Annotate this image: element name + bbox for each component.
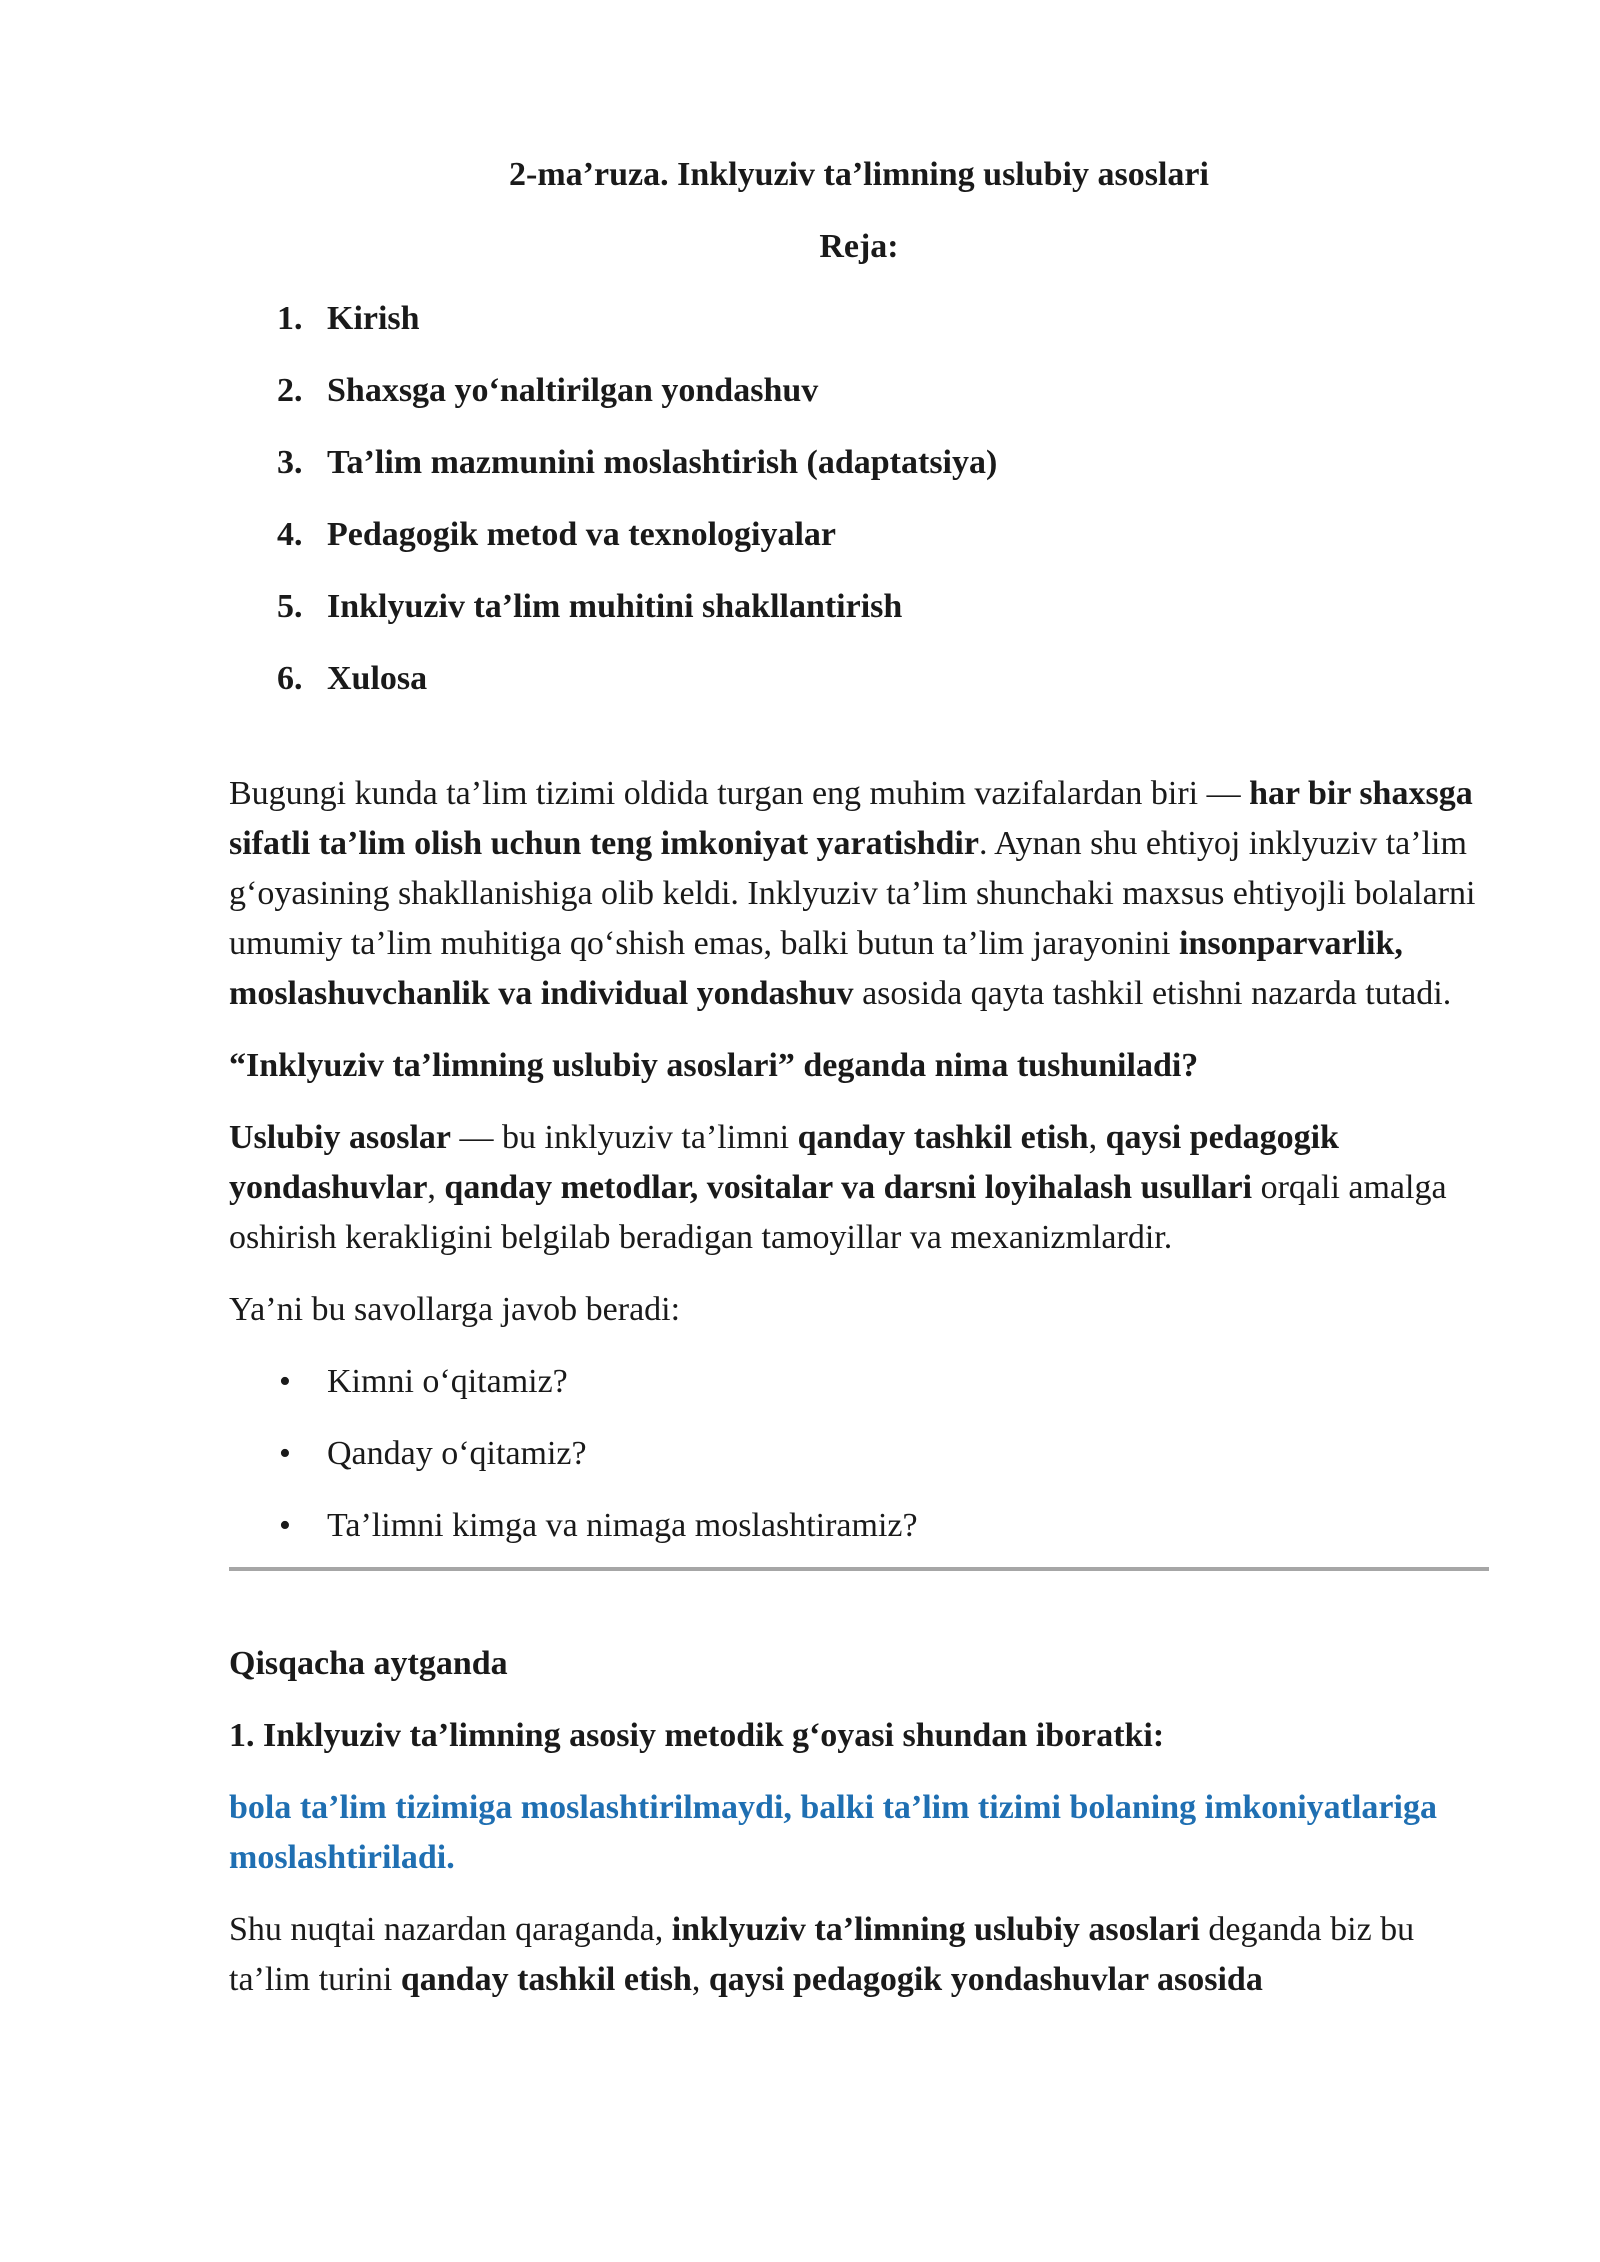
lecture-title: 2-ma’ruza. Inklyuziv ta’limning uslubiy asoslari — [509, 156, 1209, 193]
summary-heading-text: Qisqacha aytganda — [229, 1645, 508, 1682]
plan-item — [229, 294, 1489, 344]
closing-text-3: , — [691, 1961, 709, 1998]
horizontal-divider — [229, 1567, 1489, 1571]
definition-bold-1: Uslubiy asoslar — [229, 1119, 451, 1156]
plan-item — [229, 510, 1489, 560]
plan-item — [229, 582, 1489, 632]
question-heading — [229, 1041, 1489, 1091]
closing-text-1: Shu nuqtai nazardan qaraganda, — [229, 1911, 672, 1948]
definition-bold-3: qaysi pedagogik yondashuvlar — [229, 1119, 1339, 1206]
intro-text-1: Bugungi kunda ta’lim tizimi oldida turgan eng muhim vazifalardan biri — — [229, 775, 1250, 812]
answers-intro: Ya’ni bu savollarga javob beradi: — [229, 1291, 681, 1328]
question-list — [229, 1357, 1489, 1551]
definition-bold-2: qanday tashkil etish — [797, 1119, 1089, 1156]
plan-item-text: Ta’lim mazmunini moslashtirish (adaptatsiya) — [327, 444, 998, 481]
list-item-text: Kimni o‘qitamiz? — [327, 1363, 568, 1400]
definition-paragraph — [229, 1113, 1489, 1263]
plan-item-text: Inklyuziv ta’lim muhitini shakllantirish — [327, 588, 903, 625]
bullet-icon: • — [279, 1435, 291, 1472]
plan-item — [229, 366, 1489, 416]
intro-bold-1: har bir shaxsga sifatli ta’lim olish uchun teng imkoniyat yaratishdir — [229, 775, 1473, 862]
point-1-heading-text: 1. Inklyuziv ta’limning asosiy metodik g‘oyasi shundan iboratki: — [229, 1717, 1165, 1754]
closing-text-2: deganda biz bu ta’lim turini — [229, 1911, 1415, 1998]
closing-bold-2: qanday tashkil etish — [400, 1961, 692, 1998]
plan-item-text: Pedagogik metod va texnologiyalar — [327, 516, 837, 553]
plan-item-number: 6. — [277, 660, 303, 697]
bullet-icon: • — [279, 1507, 291, 1544]
list-item — [229, 1501, 1489, 1551]
intro-paragraph — [229, 769, 1489, 1019]
plan-item-text: Xulosa — [327, 660, 428, 697]
list-item-text: Qanday o‘qitamiz? — [327, 1435, 587, 1472]
definition-text-4: orqali amalga oshirish kerakligini belgilab beradigan tamoyillar va mexanizmlardir. — [229, 1169, 1447, 1256]
summary-heading — [229, 1639, 1489, 1689]
document-page — [229, 150, 1489, 2027]
intro-text-2: . Aynan shu ehtiyoj inklyuziv ta’lim g‘oyasining shakllanishiga olib keldi. Inklyuziv ta’lim shunchaki maxsus ehtiyojli bolalarni umumiy ta’lim muhitiga qo‘shish emas, balki butun ta’lim jarayonini — [229, 825, 1476, 962]
plan-list — [229, 294, 1489, 704]
closing-bold-3: qaysi pedagogik yondashuvlar asosida — [708, 1961, 1263, 1998]
highlight-statement: bola ta’lim tizimiga moslashtirilmaydi, balki ta’lim tizimi bolaning imkoniyatlariga moslashtiriladi. — [229, 1789, 1437, 1876]
intro-bold-2: insonparvarlik, moslashuvchanlik va individual yondashuv — [229, 925, 1403, 1012]
list-item — [229, 1429, 1489, 1479]
definition-text-1: — bu inklyuziv ta’limni — [451, 1119, 798, 1156]
definition-text-2: , — [1088, 1119, 1106, 1156]
definition-bold-4: qanday metodlar, vositalar va darsni loyihalash usullari — [444, 1169, 1253, 1206]
plan-item-number: 1. — [277, 300, 303, 337]
bullet-icon: • — [279, 1363, 291, 1400]
plan-heading: Reja: — [819, 228, 899, 265]
plan-item-number: 2. — [277, 372, 303, 409]
plan-item-text: Kirish — [327, 300, 420, 337]
plan-item-number: 5. — [277, 588, 303, 625]
list-item — [229, 1357, 1489, 1407]
closing-paragraph — [229, 1905, 1489, 2005]
plan-item — [229, 438, 1489, 488]
question-heading-text: “Inklyuziv ta’limning uslubiy asoslari” deganda nima tushuniladi? — [229, 1047, 1199, 1084]
closing-bold-1: inklyuziv ta’limning uslubiy asoslari — [671, 1911, 1200, 1948]
intro-text-3: asosida qayta tashkil etishni nazarda tutadi. — [853, 975, 1452, 1012]
list-item-text: Ta’limni kimga va nimaga moslashtiramiz? — [327, 1507, 918, 1544]
plan-item-number: 4. — [277, 516, 303, 553]
definition-text-3: , — [427, 1169, 445, 1206]
point-1-heading — [229, 1711, 1489, 1761]
plan-item-text: Shaxsga yo‘naltirilgan yondashuv — [327, 372, 819, 409]
plan-item-number: 3. — [277, 444, 303, 481]
plan-item — [229, 654, 1489, 704]
